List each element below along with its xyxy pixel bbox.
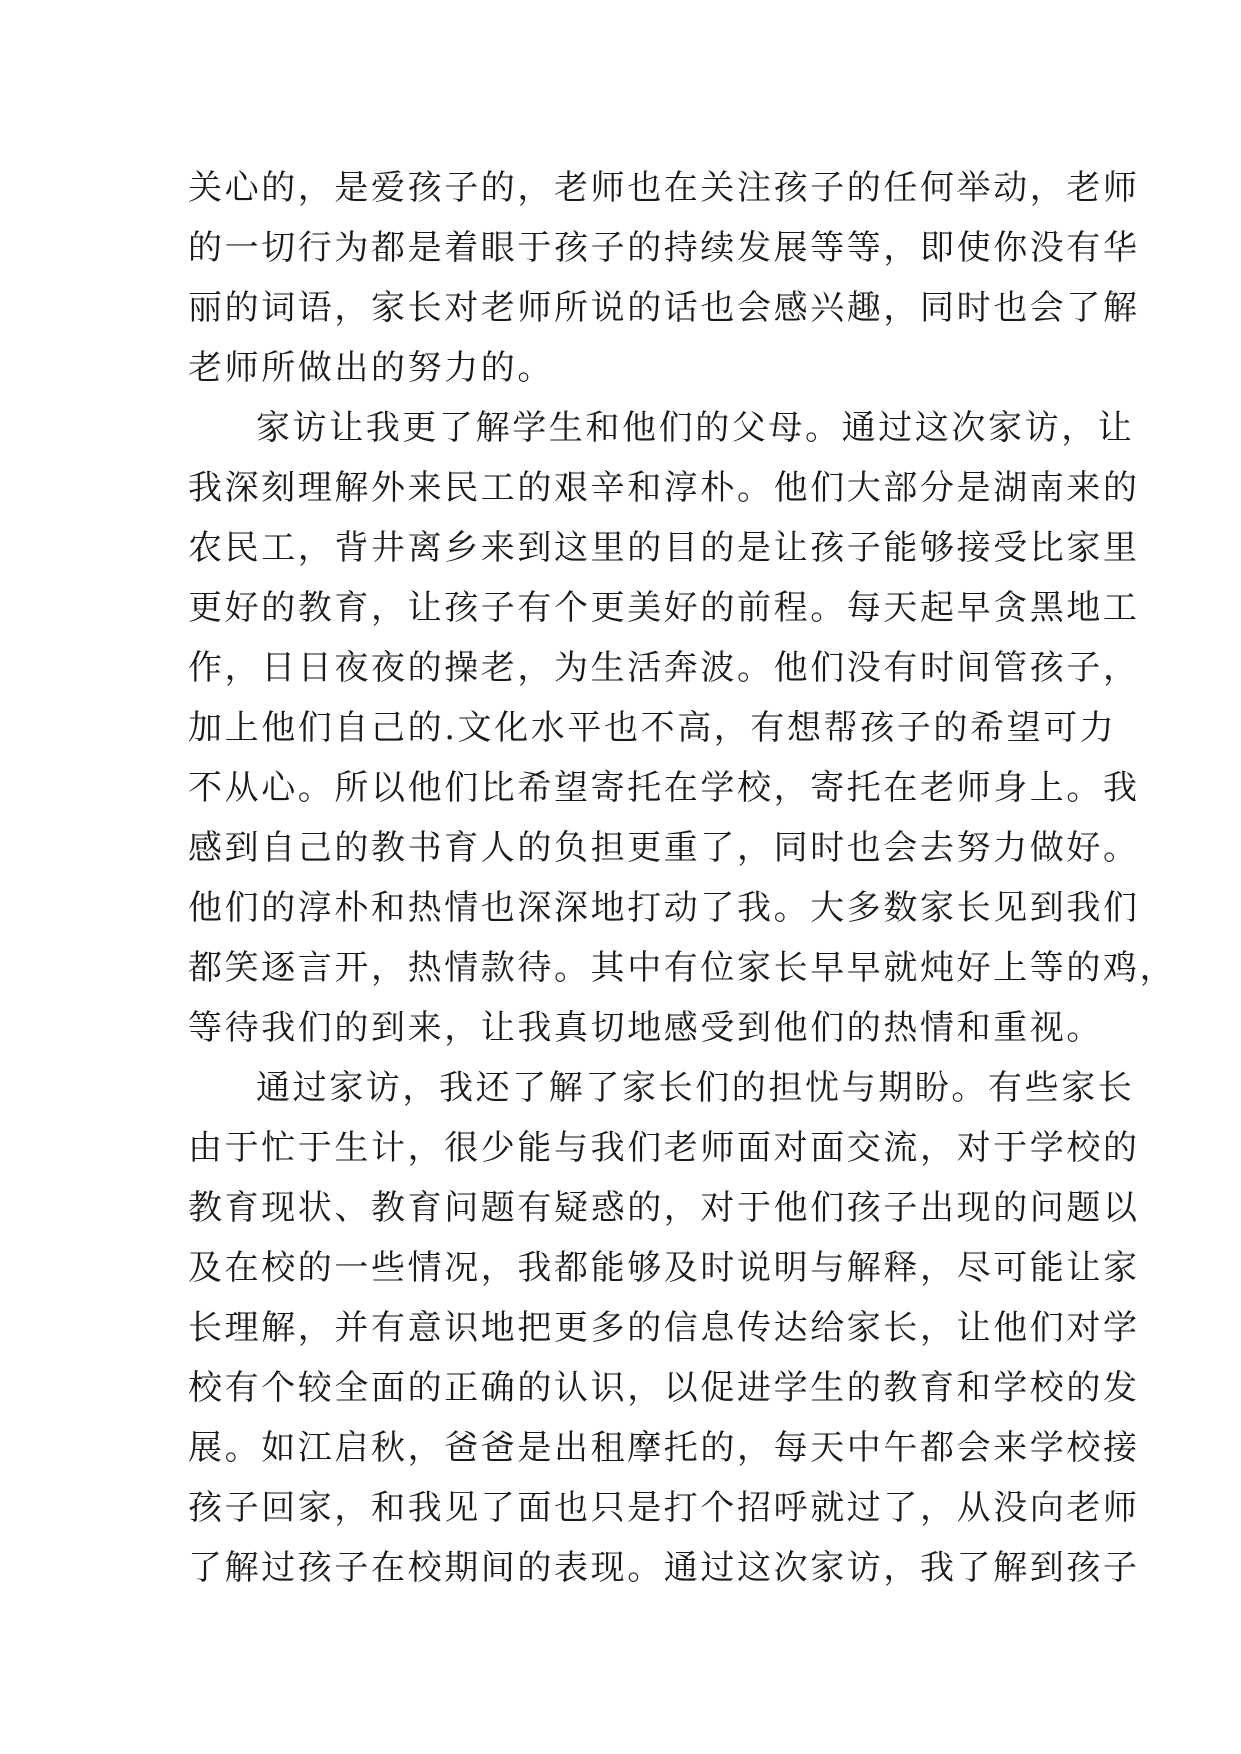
text-line: 孩子回家，和我见了面也只是打个招呼就过了，从没向老师 [188,1488,1140,1528]
paragraph-start-line: 家访让我更了解学生和他们的父母。通过这次家访，让 [256,408,1135,448]
text-line: 不从心。所以他们比希望寄托在学校，寄托在老师身上。我 [188,768,1140,808]
text-line: 长理解，并有意识地把更多的信息传达给家长，让他们对学 [188,1308,1140,1348]
text-line: 及在校的一些情况，我都能够及时说明与解释，尽可能让家 [188,1248,1140,1288]
text-line: 作，日日夜夜的操老，为生活奔波。他们没有时间管孩子， [188,648,1140,688]
text-line: 更好的教育，让孩子有个更美好的前程。每天起早贪黑地工 [188,588,1140,628]
paragraph-start-line: 通过家访，我还了解了家长们的担忧与期盼。有些家长 [256,1068,1135,1108]
text-line: 加上他们自己的.文化水平也不高，有想帮孩子的希望可力 [188,708,1117,748]
text-line: 由于忙于生计，很少能与我们老师面对面交流，对于学校的 [188,1128,1140,1168]
text-line: 我深刻理解外来民工的艰辛和淳朴。他们大部分是湖南来的 [188,468,1140,508]
text-line: 丽的词语，家长对老师所说的话也会感兴趣，同时也会了解 [188,288,1140,328]
text-line: 的一切行为都是着眼于孩子的持续发展等等，即使你没有华 [188,228,1140,268]
text-line: 老师所做出的努力的。 [188,348,554,388]
text-line: 关心的，是爱孩子的，老师也在关注孩子的任何举动，老师 [188,168,1140,208]
text-line: 了解过孩子在校期间的表现。通过这次家访，我了解到孩子 [188,1548,1140,1588]
body-text [188,158,1177,1598]
text-line: 等待我们的到来，让我真切地感受到他们的热情和重视。 [188,1008,1103,1048]
text-line: 都笑逐言开，热情款待。其中有位家长早早就炖好上等的鸡， [188,948,1177,988]
text-line: 教育现状、教育问题有疑惑的，对于他们孩子出现的问题以 [188,1188,1140,1228]
text-line: 感到自己的教书育人的负担更重了，同时也会去努力做好。 [188,828,1140,868]
text-line: 他们的淳朴和热情也深深地打动了我。大多数家长见到我们 [188,888,1140,928]
text-line: 校有个较全面的正确的认识，以促进学生的教育和学校的发 [188,1368,1140,1408]
text-line: 农民工，背井离乡来到这里的目的是让孩子能够接受比家里 [188,528,1140,568]
text-line: 展。如江启秋，爸爸是出租摩托的，每天中午都会来学校接 [188,1428,1140,1468]
